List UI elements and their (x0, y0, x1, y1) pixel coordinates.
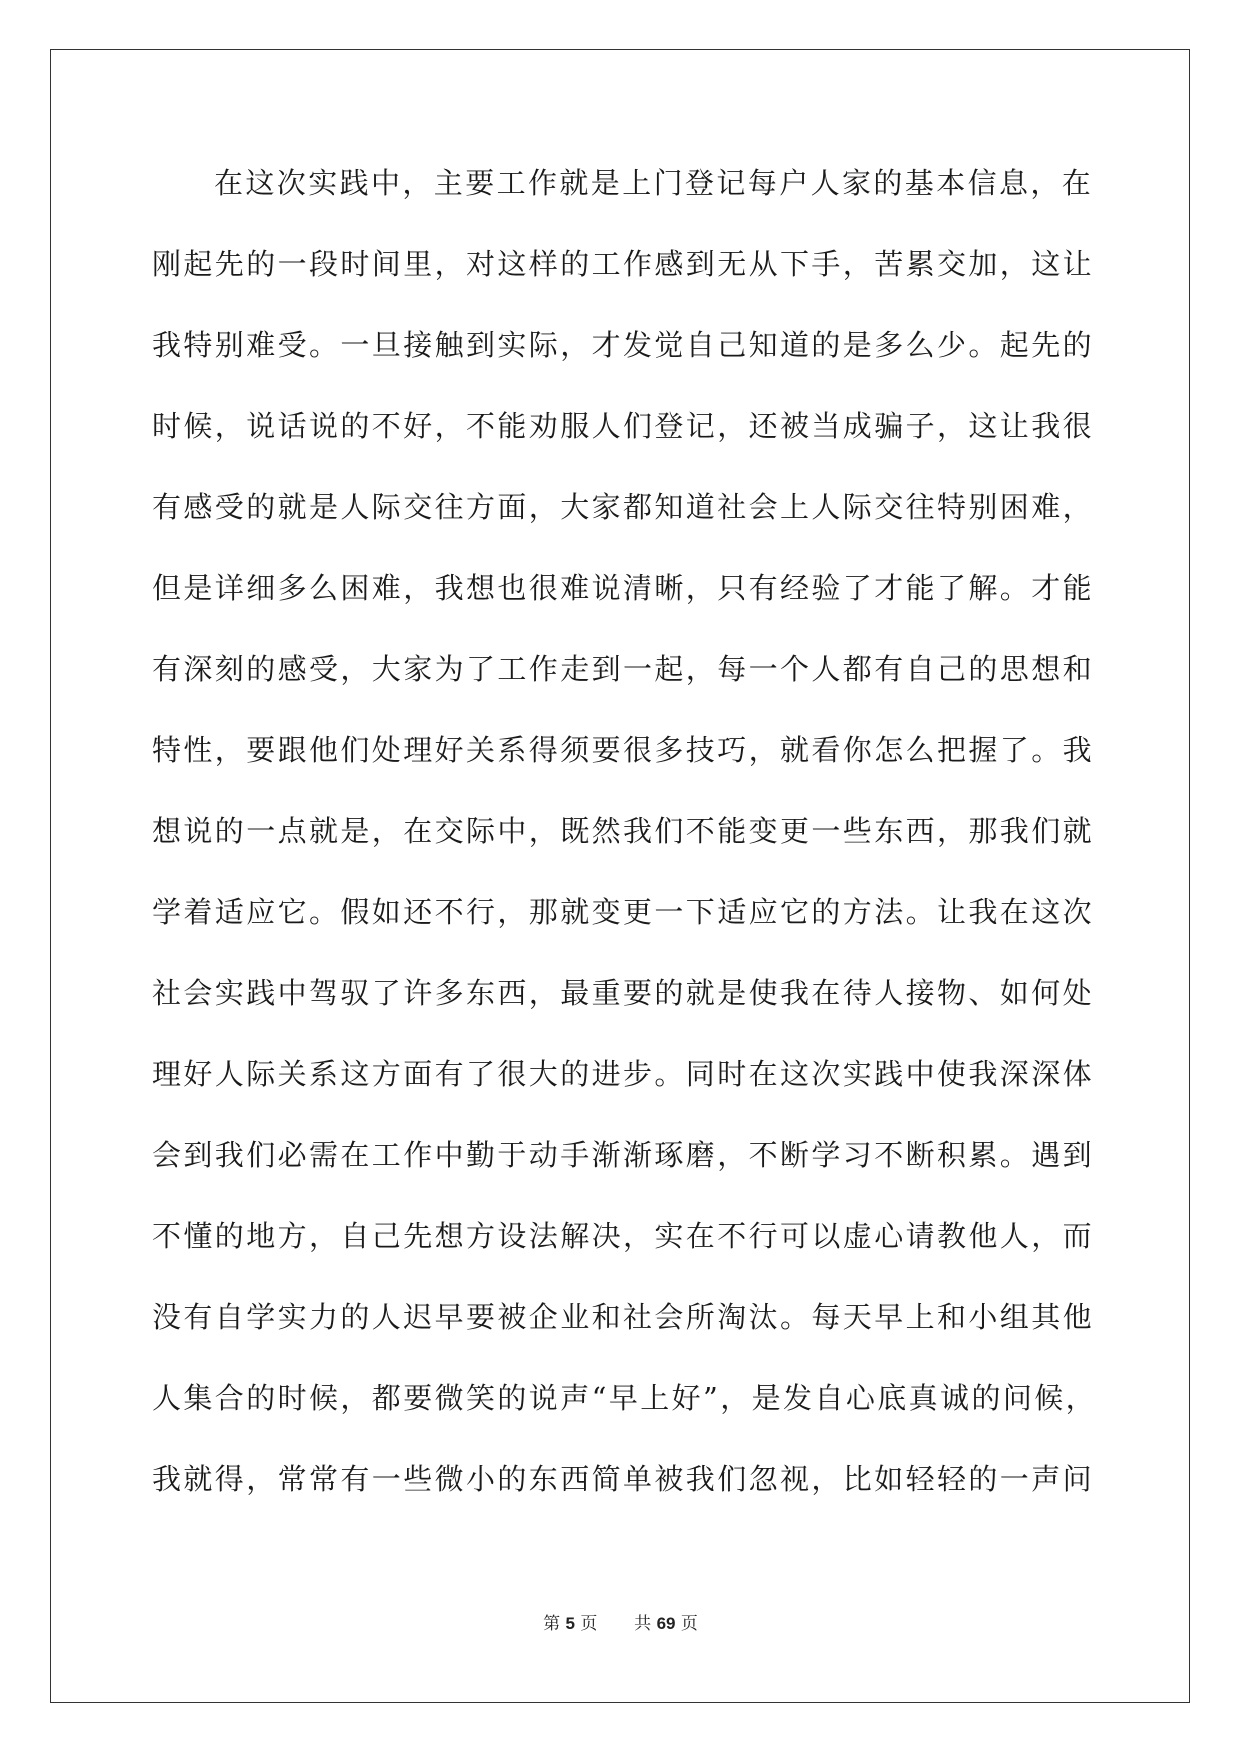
text-line: 特性，要跟他们处理好关系得须要很多技巧，就看你怎么把握了。我 (152, 733, 1095, 767)
total-suffix: 页 (680, 1614, 698, 1634)
text-line: 有深刻的感受，大家为了工作走到一起，每一个人都有自己的思想和 (152, 652, 1095, 686)
text-line: 有感受的就是人际交往方面，大家都知道社会上人际交往特别困难， (152, 490, 1095, 524)
page-number: 5 (565, 1614, 575, 1633)
text-line: 社会实践中驾驭了许多东西，最重要的就是使我在待人接物、如何处 (152, 976, 1095, 1010)
body-paragraph (152, 165, 1098, 1542)
total-pages: 69 (656, 1614, 676, 1633)
page-suffix: 页 (580, 1614, 598, 1634)
text-line: 我特别难受。一旦接触到实际，才发觉自己知道的是多么少。起先的 (152, 328, 1095, 362)
text-line: 我就得，常常有一些微小的东西简单被我们忽视，比如轻轻的一声问 (152, 1462, 1095, 1496)
text-line: 时候，说话说的不好，不能劝服人们登记，还被当成骗子，这让我很 (152, 409, 1095, 443)
text-line: 没有自学实力的人迟早要被企业和社会所淘汰。每天早上和小组其他 (152, 1300, 1095, 1334)
text-line: 想说的一点就是，在交际中，既然我们不能变更一些东西，那我们就 (152, 814, 1095, 848)
total-prefix: 共 (634, 1614, 652, 1634)
text-line: 在这次实践中，主要工作就是上门登记每户人家的基本信息，在 (214, 166, 1094, 200)
text-line: 学着适应它。假如还不行，那就变更一下适应它的方法。让我在这次 (152, 895, 1095, 929)
text-line: 但是详细多么困难，我想也很难说清晰，只有经验了才能了解。才能 (152, 571, 1095, 605)
text-line: 不懂的地方，自己先想方设法解决，实在不行可以虚心请教他人，而 (152, 1219, 1095, 1253)
text-line: 会到我们必需在工作中勤于动手渐渐琢磨，不断学习不断积累。遇到 (152, 1138, 1095, 1172)
text-line: 刚起先的一段时间里，对这样的工作感到无从下手，苦累交加，这让 (152, 247, 1095, 281)
page-footer (0, 1609, 1241, 1634)
page-prefix: 第 (543, 1614, 561, 1634)
text-line: 理好人际关系这方面有了很大的进步。同时在这次实践中使我深深体 (152, 1057, 1095, 1091)
text-line: 人集合的时候，都要微笑的说声“早上好”，是发自心底真诚的问候， (152, 1381, 1098, 1415)
